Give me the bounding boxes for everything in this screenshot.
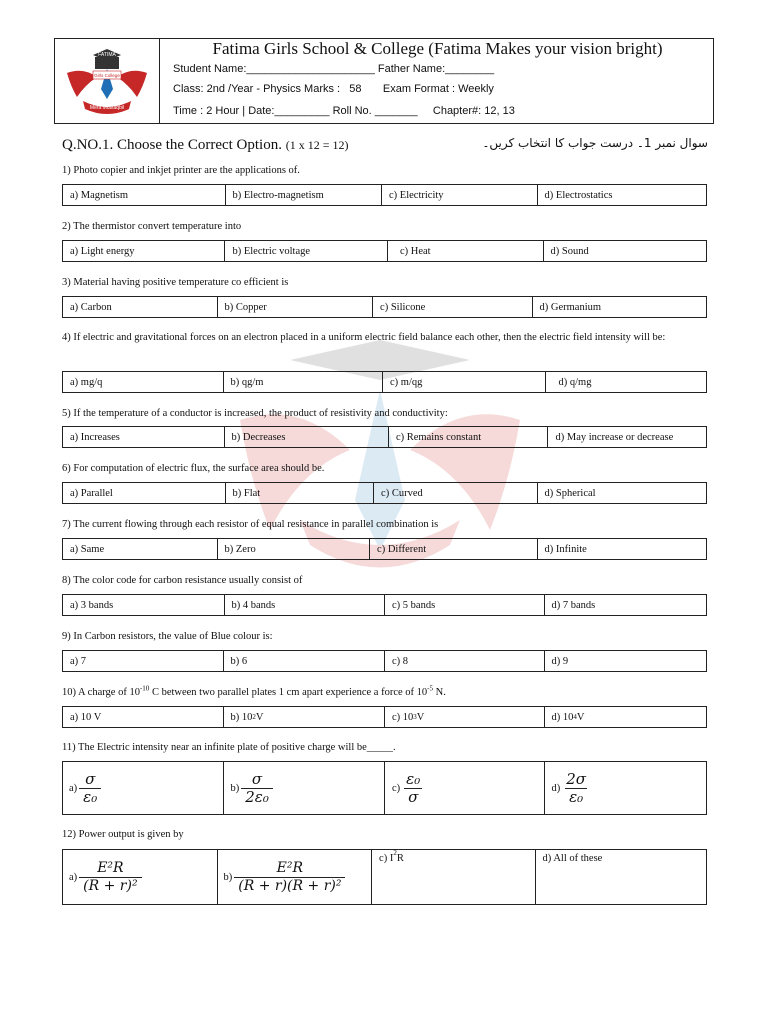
option-c[interactable]: c) Different (370, 539, 537, 559)
denominator: (R + r)(R + r)² (234, 877, 345, 895)
option-b[interactable]: b) 6 (224, 651, 386, 671)
option-c[interactable]: c) Silicone (373, 297, 533, 317)
option-d-label: d) (551, 782, 561, 794)
option-b[interactable]: b) Zero (218, 539, 371, 559)
q10-text-pre: 10) A charge of 10 (62, 687, 140, 698)
options-row (62, 538, 707, 560)
exam-header (54, 38, 714, 124)
section-marks: (1 x 12 = 12) (285, 138, 349, 152)
denominator: ε₀ (79, 788, 101, 806)
option-c-label: c) (392, 782, 401, 794)
option-b[interactable]: b) Copper (218, 297, 374, 317)
svg-text:Girls College: Girls College (94, 73, 120, 78)
option-d-post: V (576, 711, 585, 723)
denominator: ε₀ (565, 788, 587, 806)
option-d[interactable] (545, 762, 707, 814)
section-title (62, 137, 348, 154)
options-row (62, 240, 707, 262)
denominator: σ (404, 788, 422, 806)
option-b-label: b) (223, 871, 233, 883)
option-c-pre: c) 10 (392, 711, 414, 723)
q10-text-mid: C between two parallel plates 1 cm apart experience a force of 10 (149, 687, 428, 698)
option-a[interactable]: a) Increases (63, 427, 225, 447)
option-b-post: V (255, 711, 264, 723)
question-text: 4) If electric and gravitational forces on an electron placed in a uniform electric field balance each other, then the electric field intensity will be: (62, 332, 666, 343)
question-text: 6) For computation of electric flux, the surface area should be. (62, 463, 325, 474)
student-info-line: Student Name:_____________________ Father Name:________ (173, 63, 495, 75)
fraction (562, 771, 590, 806)
school-logo (55, 39, 160, 123)
option-b[interactable]: b) 10 2 V (224, 707, 386, 727)
options-row (62, 650, 707, 672)
option-d[interactable]: d) Electrostatics (544, 189, 613, 201)
numerator: E²R (97, 859, 124, 876)
option-c-post: V (416, 711, 425, 723)
option-b[interactable] (224, 762, 386, 814)
option-a[interactable]: a) Parallel (63, 483, 226, 503)
option-c[interactable]: c) I 2 R (372, 850, 536, 904)
option-c-pre: c) I (379, 853, 394, 864)
question-text: 5) If the temperature of a conductor is increased, the product of resistivity and conductivity: (62, 408, 448, 419)
fraction (79, 860, 141, 895)
question-text: 11) The Electric intensity near an infinite plate of positive charge will be_____. (62, 742, 396, 753)
option-a[interactable]: a) Magnetism (63, 185, 226, 205)
question-text: 8) The color code for carbon resistance usually consist of (62, 575, 303, 586)
option-d[interactable]: d) Germanium (539, 301, 602, 313)
option-c[interactable]: c) Curved (374, 483, 537, 503)
option-d[interactable]: d) 10 4 V (551, 711, 585, 723)
option-b[interactable] (218, 850, 373, 904)
option-c[interactable]: c) m/qg (383, 372, 546, 392)
q10-exponent-1: -10 (139, 684, 150, 693)
option-c[interactable]: c) Electricity (382, 185, 538, 205)
option-a-label: a) (69, 782, 78, 794)
option-d[interactable]: d) May increase or decrease (555, 431, 674, 443)
options-row (62, 849, 707, 905)
option-a-label: a) (69, 871, 78, 883)
option-b[interactable]: b) Electric voltage (225, 241, 387, 261)
question-text (62, 684, 712, 702)
option-a[interactable] (63, 850, 218, 904)
options-row (62, 594, 707, 616)
option-a[interactable]: a) 10 V (63, 707, 224, 727)
option-b[interactable]: b) Electro-magnetism (226, 185, 383, 205)
fraction (234, 860, 345, 895)
option-c[interactable] (385, 762, 545, 814)
option-a[interactable]: a) 3 bands (63, 595, 225, 615)
option-c-post: R (396, 853, 404, 864)
section-title-text: Q.NO.1. Choose the Correct Option. (62, 137, 282, 153)
option-d[interactable]: d) Sound (550, 245, 589, 257)
option-a[interactable] (63, 762, 224, 814)
options-row (62, 482, 707, 504)
numerator: 2σ (566, 769, 587, 788)
options-row (62, 706, 707, 728)
question-text: 7) The current flowing through each resistor of equal resistance in parallel combination is (62, 519, 439, 530)
numerator: E²R (276, 859, 304, 876)
option-b-pre: b) 10 (230, 711, 253, 723)
question-text: 3) Material having positive temperature co efficient is (62, 277, 289, 288)
option-a[interactable]: a) Carbon (63, 297, 218, 317)
school-title: Fatima Girls School & College (Fatima Makes your vision bright) (212, 39, 663, 58)
option-d-pre: d) 10 (551, 711, 574, 723)
option-d[interactable]: d) Spherical (544, 487, 596, 499)
time-info-line: Time : 2 Hour | Date:_________ Roll No. _______ Chapter#: 12, 13 (173, 105, 515, 117)
option-c[interactable]: c) 5 bands (385, 595, 545, 615)
option-b[interactable]: b) qg/m (224, 372, 384, 392)
option-a[interactable]: a) Same (63, 539, 218, 559)
options-row (62, 296, 707, 318)
denominator: (R + r)² (79, 877, 141, 895)
question-text: 9) In Carbon resistors, the value of Blue colour is: (62, 631, 273, 642)
question-text: 12) Power output is given by (62, 829, 184, 840)
option-b[interactable]: b) Flat (226, 483, 375, 503)
question-text: 1) Photo copier and inkjet printer are the applications of. (62, 165, 300, 176)
denominator: 2ε₀ (241, 788, 273, 806)
option-a[interactable]: a) mg/q (63, 372, 224, 392)
option-c[interactable]: c) 8 (385, 651, 545, 671)
option-d[interactable]: d) q/mg (558, 376, 592, 388)
svg-text:Mera Mustaqbil: Mera Mustaqbil (89, 105, 125, 111)
option-b[interactable]: b) Decreases (225, 427, 389, 447)
options-row (62, 761, 707, 815)
q10-exponent-2: -5 (427, 684, 433, 693)
fraction (241, 771, 273, 806)
options-row (62, 426, 707, 448)
question-text: 2) The thermistor convert temperature into (62, 221, 242, 232)
option-a[interactable]: a) Light energy (63, 241, 225, 261)
q10-text-post: N. (433, 687, 446, 698)
numerator: σ (85, 769, 96, 788)
option-d[interactable]: d) 9 (551, 655, 569, 667)
option-d[interactable]: d) Infinite (544, 543, 587, 555)
option-b[interactable]: b) 4 bands (225, 595, 386, 615)
class-info-line: Class: 2nd /Year - Physics Marks : 58 Exam Format : Weekly (173, 83, 494, 95)
numerator: ε₀ (406, 769, 421, 788)
fraction (402, 771, 424, 806)
numerator: σ (251, 769, 263, 788)
option-c[interactable]: c) Heat (388, 241, 544, 261)
option-b-label: b) (230, 782, 240, 794)
svg-text:FATIMA: FATIMA (98, 52, 116, 58)
option-d[interactable]: d) 7 bands (551, 599, 596, 611)
option-a[interactable]: a) 7 (63, 651, 224, 671)
option-d[interactable]: d) All of these (542, 853, 603, 864)
options-row (62, 371, 707, 393)
fraction (79, 771, 101, 806)
options-row (62, 184, 707, 206)
option-c[interactable]: c) 10 3 V (385, 707, 545, 727)
urdu-instruction: سوال نمبر 1۔ درست جواب کا انتخاب کریں۔ (482, 136, 708, 150)
option-c[interactable]: c) Remains constant (389, 427, 549, 447)
